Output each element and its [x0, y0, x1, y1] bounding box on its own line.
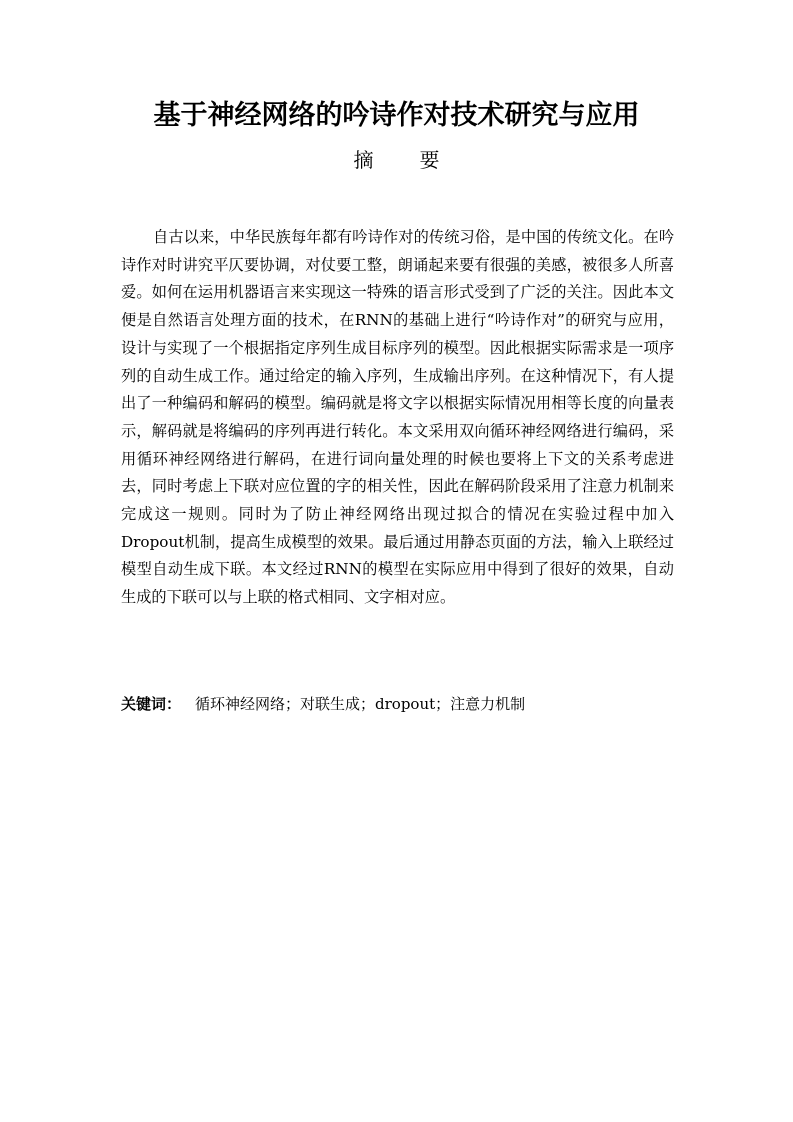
- abstract-heading-char-2: 要: [419, 148, 440, 172]
- keywords-label: 关键词：: [121, 695, 182, 713]
- keywords-value: 循环神经网络；对联生成；dropout；注意力机制: [195, 695, 526, 713]
- abstract-heading-char-1: 摘: [353, 148, 374, 172]
- keywords-line: [121, 691, 674, 717]
- abstract-paragraph: 自古以来，中华民族每年都有吟诗作对的传统习俗，是中国的传统文化。在吟诗作对时讲究平仄要协调，对仗要工整，朗诵起来要有很强的美感，被很多人所喜爱。如何在运用机器语言来实现这一特殊的语言形式受到了广泛的关注。因此本文便是自然语言处理方面的技术，在RNN的基础上进行“吟诗作对”的研究与应用，设计与实现了一个根据指定序列生成目标序列的模型。因此根据实际需求是一项序列的自动生成工作。通过给定的输入序列，生成输出序列。在这种情况下，有人提出了一种编码和解码的模型。编码就是将文字以根据实际情况用相等长度的向量表示，解码就是将编码的序列再进行转化。本文采用双向循环神经网络进行编码，采用循环神经网络进行解码，在进行词向量处理的时候也要将上下文的关系考虑进去，同时考虑上下联对应位置的字的相关性，因此在解码阶段采用了注意力机制来完成这一规则。同时为了防止神经网络出现过拟合的情况在实验过程中加入Dropout机制，提高生成模型的效果。最后通过用静态页面的方法，输入上联经过模型自动生成下联。本文经过RNN的模型在实际应用中得到了很好的效果，自动生成的下联可以与上联的格式相同、文字相对应。: [121, 228, 674, 607]
- document-title: 基于神经网络的吟诗作对技术研究与应用: [153, 100, 640, 131]
- abstract-heading: [0, 145, 793, 175]
